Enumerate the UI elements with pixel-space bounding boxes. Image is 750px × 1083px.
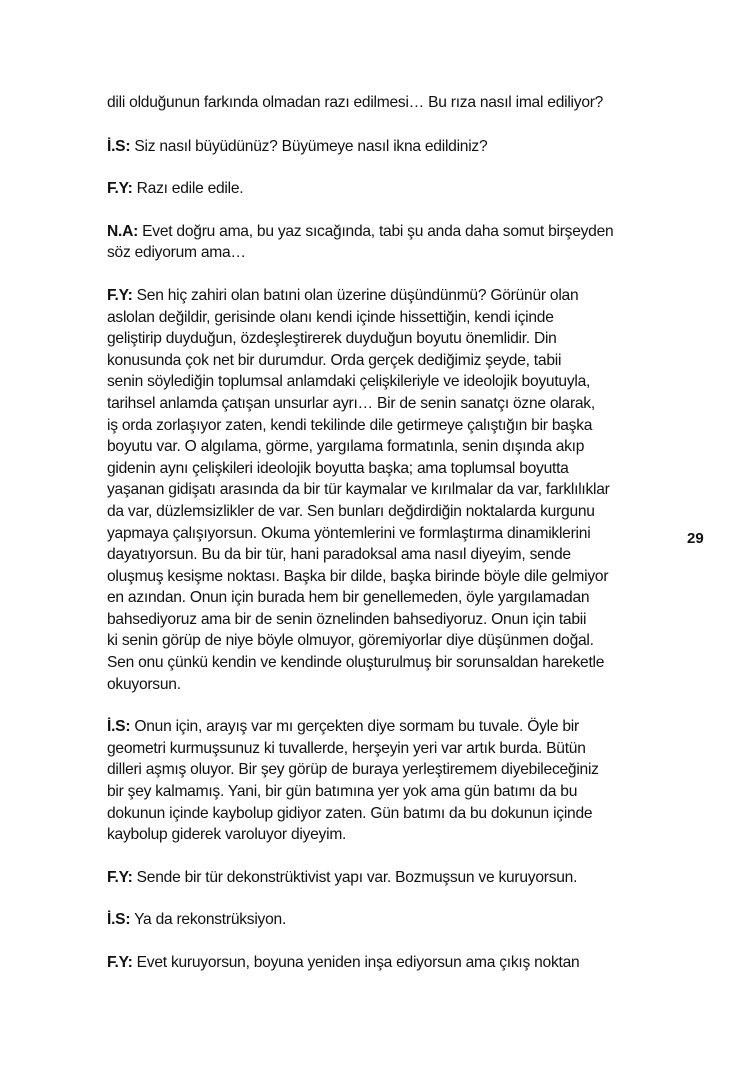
speaker-label: İ.S: (107, 137, 131, 155)
text-line (107, 242, 667, 264)
paragraph (107, 867, 667, 889)
line-text: yapmaya çalışıyorsun. Okuma yöntemlerini ve formlaştırma dinamiklerini (107, 524, 591, 542)
line-text: Sen onu çünkü kendin ve kendinde oluşturulmuş bir sorunsaldan hareketle (107, 654, 605, 672)
text-line (107, 759, 667, 781)
text-line (107, 178, 667, 200)
text-line (107, 609, 667, 631)
speaker-label: F.Y: (107, 868, 133, 886)
line-text: kaybolup giderek varoluyor diyeyim. (107, 826, 347, 844)
text-line (107, 307, 667, 329)
line-text: ki senin görüp de niye böyle olmuyor, göremiyorlar diye düşünmen doğal. (107, 632, 594, 650)
text-line (107, 803, 667, 825)
text-line (107, 393, 667, 415)
text-line (107, 458, 667, 480)
paragraph (107, 716, 667, 846)
line-text: iş orda zorlaşıyor zaten, kendi tekilinde dile getirmeye çalıştığın bir başka (107, 416, 593, 434)
paragraph (107, 136, 667, 158)
speaker-label: F.Y: (107, 286, 133, 304)
line-text: da var, düzlemsizlikler de var. Sen bunları değdirdiğin noktalarda kurgunu (107, 502, 595, 520)
line-text: tarihsel anlamda çatışan unsurlar ayrı… Bir de senin sanatçı özne olarak, (107, 394, 595, 412)
line-text: gidenin aynı çelişkileri ideolojik boyutta başka; ama toplumsal boyutta (107, 459, 569, 477)
text-line (107, 674, 667, 696)
line-text: senin söylediğin toplumsal anlamdaki çelişkileriyle ve ideolojik boyutuyla, (107, 373, 591, 391)
text-line (107, 544, 667, 566)
speaker-label: İ.S: (107, 911, 131, 929)
line-text: okuyorsun. (107, 675, 181, 693)
line-text: Sen hiç zahiri olan batıni olan üzerine düşündünmü? Görünür olan (132, 286, 579, 304)
line-text: Razı edile edile. (132, 180, 244, 198)
line-text: Sende bir tür dekonstrüktivist yapı var. Bozmuşsun ve kuruyorsun. (132, 868, 578, 886)
text-line (107, 867, 667, 889)
line-text: söz ediyorum ama… (107, 244, 246, 262)
page-number: 29 (687, 530, 704, 547)
paragraph (107, 178, 667, 200)
text-line (107, 652, 667, 674)
text-line (107, 630, 667, 652)
line-text: en azından. Onun için burada hem bir genellemeden, öyle yargılamadan (107, 589, 590, 607)
line-text: boyutu var. O algılama, görme, yargılama formatınla, senin dışında akıp (107, 438, 585, 456)
line-text: Siz nasıl büyüdünüz? Büyümeye nasıl ikna edildiniz? (130, 137, 488, 155)
line-text: Onun için, arayış var mı gerçekten diye sormam bu tuvale. Öyle bir (130, 718, 579, 736)
paragraph (107, 221, 667, 264)
paragraph (107, 285, 667, 695)
line-text: oluşmuş kesişme noktası. Başka bir dilde, başka birinde böyle dile gelmiyor (107, 567, 609, 585)
line-text: bahsediyoruz ama bir de senin öznelinden bahsediyoruz. Onun için tabii (107, 610, 587, 628)
text-line (107, 350, 667, 372)
line-text: dokunun içinde kaybolup gidiyor zaten. Gün batımı da bu dokunun içinde (107, 804, 593, 822)
text-line (107, 479, 667, 501)
text-line (107, 136, 667, 158)
speaker-label: N.A: (107, 222, 139, 240)
line-text: bir şey kalmamış. Yani, bir gün batımına yer yok ama gün batımı da bu (107, 783, 578, 801)
speaker-label: F.Y: (107, 180, 133, 198)
text-line (107, 92, 667, 114)
line-text: konusunda çok net bir durumdur. Orda gerçek dediğimiz şeyde, tabii (107, 351, 562, 369)
text-line (107, 501, 667, 523)
text-line (107, 952, 667, 974)
line-text: yaşanan gidişatı arasında da bir tür kaymalar ve kırılmalar da var, farklılıklar (107, 481, 610, 499)
line-text: dayatıyorsun. Bu da bir tür, hani paradoksal ama nasıl diyeyim, sende (107, 546, 571, 564)
text-line (107, 285, 667, 307)
text-line (107, 328, 667, 350)
text-line (107, 716, 667, 738)
speaker-label: F.Y: (107, 954, 133, 971)
text-line (107, 221, 667, 243)
text-line (107, 587, 667, 609)
line-text: dili olduğunun farkında olmadan razı edilmesi… Bu rıza nasıl imal ediliyor? (107, 94, 604, 111)
document-body (107, 92, 667, 995)
text-line (107, 738, 667, 760)
speaker-label: İ.S: (107, 718, 131, 736)
text-line (107, 824, 667, 846)
paragraph (107, 909, 667, 931)
paragraph (107, 952, 667, 974)
line-text: Evet kuruyorsun, boyuna yeniden inşa ediyorsun ama çıkış noktan (132, 954, 580, 971)
paragraph (107, 92, 667, 114)
text-line (107, 371, 667, 393)
text-line (107, 415, 667, 437)
line-text: Evet doğru ama, bu yaz sıcağında, tabi şu anda daha somut birşeyden (138, 222, 614, 240)
text-line (107, 909, 667, 931)
text-line (107, 436, 667, 458)
text-line (107, 781, 667, 803)
line-text: geometri kurmuşsunuz ki tuvallerde, herşeyin yeri var artık burda. Bütün (107, 739, 586, 757)
text-line (107, 566, 667, 588)
line-text: Ya da rekonstrüksiyon. (130, 911, 287, 929)
text-line (107, 523, 667, 545)
line-text: dilleri aşmış oluyor. Bir şey görüp de buraya yerleştiremem diyebileceğiniz (107, 761, 599, 779)
line-text: geliştirip duyduğun, özdeşleştirerek duyduğun boyutu önemlidir. Din (107, 330, 557, 348)
line-text: aslolan değildir, gerisinde olanı kendi içinde hissettiğin, kendi içinde (107, 308, 554, 326)
